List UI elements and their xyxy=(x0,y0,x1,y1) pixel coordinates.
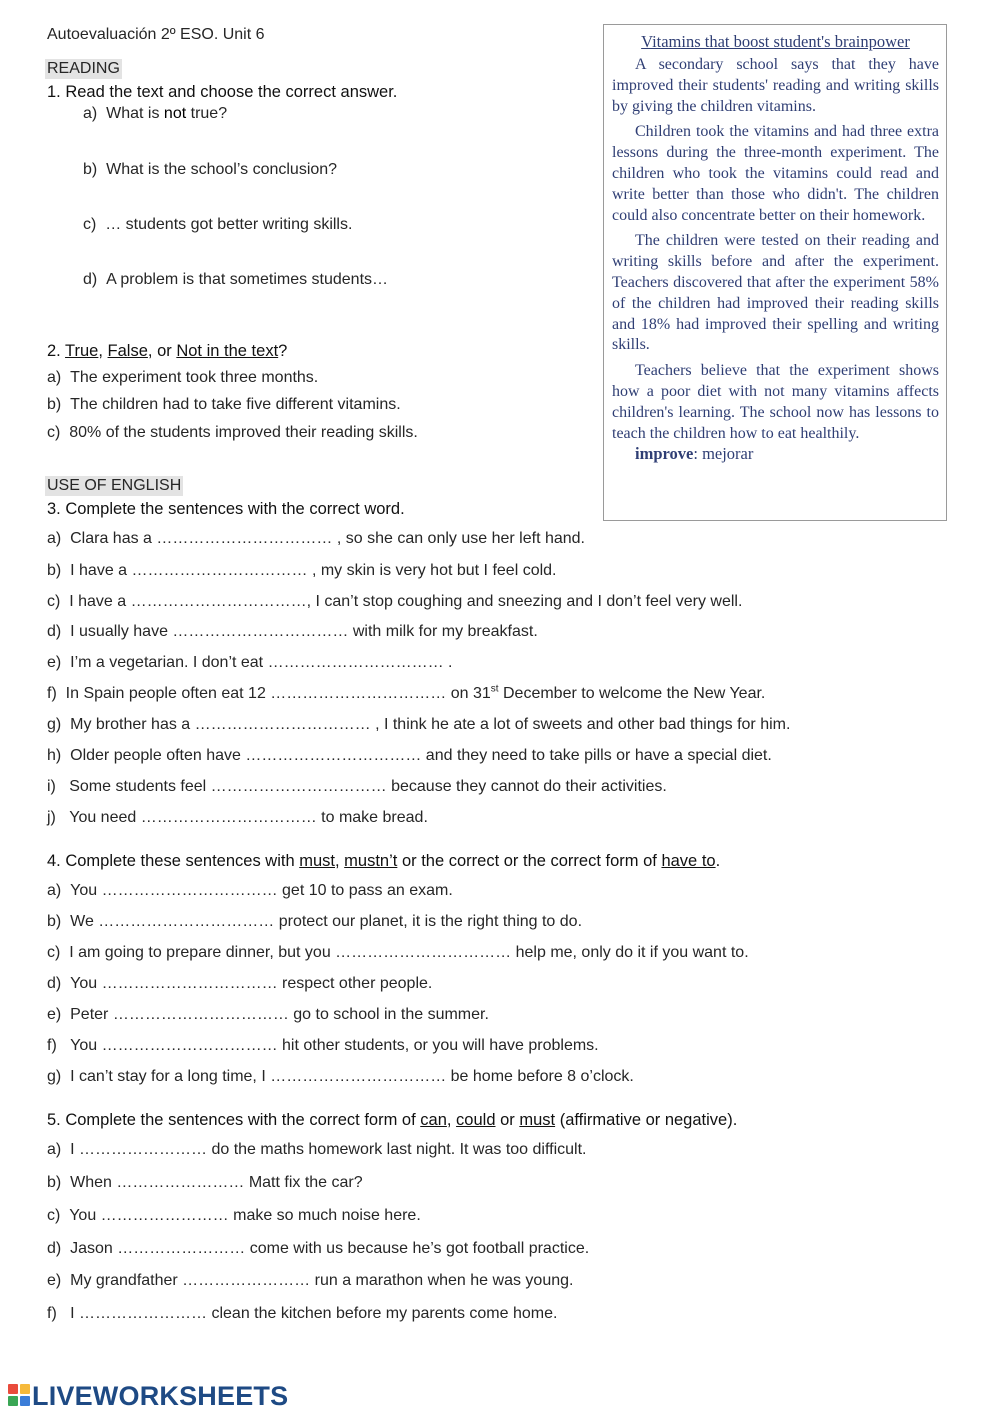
question-4-item: d) You …………………………… respect other people. xyxy=(47,975,433,992)
question-2-item-a: a) The experiment took three months. xyxy=(47,369,319,386)
option-true: True xyxy=(65,342,99,360)
question-5-item: f) I …………………… clean the kitchen before my parents come home. xyxy=(47,1305,558,1322)
question-3-item: g) My brother has a …………………………… , I think he ate a lot of sweets and other bad things for him. xyxy=(47,716,791,733)
glossary-note: improve: mejorar xyxy=(635,444,754,464)
question-3-item: a) Clara has a …………………………… , so she can only use her left hand. xyxy=(47,530,585,547)
logo-text: LIVEWORKSHEETS xyxy=(32,1381,289,1411)
question-5-heading: 5. Complete the sentences with the correct form of can, could or must (affirmative or negative). xyxy=(47,1111,738,1129)
logo-cube xyxy=(8,1384,18,1394)
question-1-item-d: d) A problem is that sometimes students… xyxy=(83,271,389,288)
article-paragraph: Children took the vitamins and had three extra lessons during the three-month experiment. The children who took the vitamins could read and write better than those who didn't. The children could also concentrate better on their homework. xyxy=(612,123,939,224)
page-title: Autoevaluación 2º ESO. Unit 6 xyxy=(47,26,265,43)
question-3-item: j) You need …………………………… to make bread. xyxy=(47,809,428,826)
section-label-reading: READING xyxy=(47,60,120,77)
question-2-item-c: c) 80% of the students improved their reading skills. xyxy=(47,424,418,441)
question-4-item: e) Peter …………………………… go to school in the summer. xyxy=(47,1006,489,1023)
question-1-item-b: b) What is the school’s conclusion? xyxy=(83,161,338,178)
option-not-in-text: Not in the text xyxy=(176,342,279,360)
question-5-item: c) You …………………… make so much noise here. xyxy=(47,1207,421,1224)
reading-text-box xyxy=(603,24,947,521)
question-5-item: d) Jason …………………… come with us because he’s got football practice. xyxy=(47,1240,590,1257)
logo-cube xyxy=(20,1384,30,1394)
question-3-item: h) Older people often have …………………………… and they need to take pills or have a special diet. xyxy=(47,747,772,764)
section-label-use-of-english: USE OF ENGLISH xyxy=(47,477,182,494)
option-false: False xyxy=(107,342,148,360)
question-2-item-b: b) The children had to take five different vitamins. xyxy=(47,396,401,413)
question-5-item: e) My grandfather …………………… run a marathon when he was young. xyxy=(47,1272,574,1289)
question-5-item: a) I …………………… do the maths homework last night. It was too difficult. xyxy=(47,1141,587,1158)
article-paragraph: The children were tested on their reading and writing skills before and after the experiment. Teachers discovered that after the experiment 58% of the children had improved their reading skills and 18% had improved their spelling and writing skills. xyxy=(612,232,939,354)
article-paragraph: A secondary school says that they have improved their students' reading and writing skills by giving the children vitamins. xyxy=(612,56,939,115)
question-3-item: f) In Spain people often eat 12 …………………………… on 31st December to welcome the New Year. xyxy=(47,683,766,702)
question-4-item: g) I can’t stay for a long time, I …………………………… be home before 8 o’clock. xyxy=(47,1068,634,1085)
question-2-heading: 2. True, False, or Not in the text? xyxy=(47,342,288,360)
question-4-item: b) We …………………………… protect our planet, it is the right thing to do. xyxy=(47,913,583,930)
question-3-item: i) Some students feel …………………………… because they cannot do their activities. xyxy=(47,778,667,795)
logo-cube xyxy=(8,1396,18,1406)
question-1-item-a: a) What is not true? xyxy=(83,105,228,122)
question-1-item-c: c) … students got better writing skills. xyxy=(83,216,353,233)
question-1-heading: 1. Read the text and choose the correct answer. xyxy=(47,83,398,101)
question-3-heading: 3. Complete the sentences with the correct word. xyxy=(47,500,405,518)
article-title: Vitamins that boost student's brainpower xyxy=(641,32,910,51)
question-3-item: d) I usually have …………………………… with milk for my breakfast. xyxy=(47,623,538,640)
logo-cube xyxy=(20,1396,30,1406)
question-3-item: e) I’m a vegetarian. I don’t eat …………………………… . xyxy=(47,654,453,671)
question-4-item: f) You …………………………… hit other students, or you will have problems. xyxy=(47,1037,599,1054)
question-3-item: b) I have a …………………………… , my skin is very hot but I feel cold. xyxy=(47,562,557,579)
question-5-item: b) When …………………… Matt fix the car? xyxy=(47,1174,363,1191)
question-4-item: c) I am going to prepare dinner, but you …………………………… help me, only do it if you want to. xyxy=(47,944,749,961)
question-4-heading: 4. Complete these sentences with must, mustn’t or the correct or the correct form of have to. xyxy=(47,852,721,870)
question-3-item: c) I have a ……………………………, I can’t stop coughing and sneezing and I don’t feel very well. xyxy=(47,593,743,610)
question-4-item: a) You …………………………… get 10 to pass an exam. xyxy=(47,882,453,899)
logo-cubes-icon xyxy=(8,1384,30,1408)
article-paragraph: Teachers believe that the experiment shows how a poor diet with not many vitamins affects children's learning. The school now has lessons to teach the children how to eat healthily. xyxy=(612,362,939,442)
